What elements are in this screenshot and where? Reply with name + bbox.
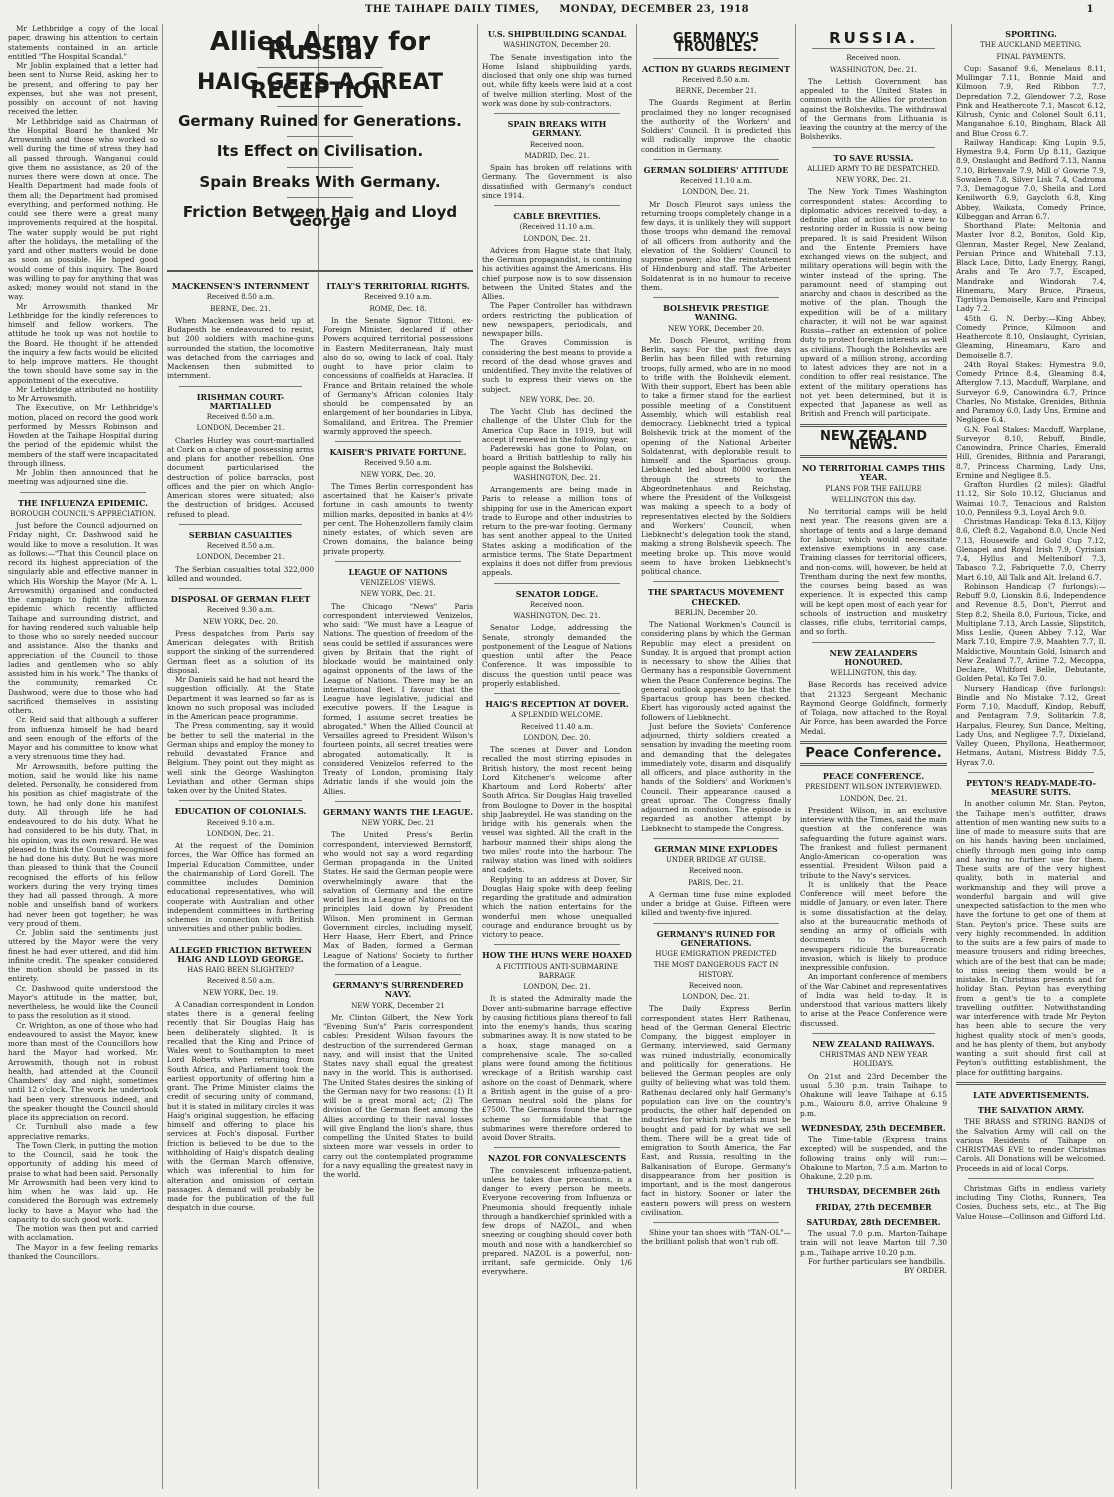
paragraph: The Town Clerk, in putting the motion to the Council, said he took the opportunity of adding his meed of praise to what had been said. Personally Mr Arrowsmith had been very kind to him when he was laid up. He considered the Borough was extremely lucky to have a Mayor who had the capacity to do such good work. bbox=[8, 1140, 158, 1224]
masthead-title: THE TAIHAPE DAILY TIMES, bbox=[364, 4, 540, 15]
paragraph: Mr Lethbridge attributed no hostility to Mr Arrowsmith. bbox=[8, 384, 158, 403]
paragraph: THE BRASS and STRING BANDS of the Salvation Army will call on the various Residents of Taihape on CHRISTMAS EVE to render Christmas Carols. All Donations will be welcomed. Proceeds in aid of local Corps. bbox=[956, 1117, 1106, 1173]
column-3 bbox=[323, 276, 473, 1489]
divider bbox=[653, 923, 779, 924]
paragraph: A Canadian correspondent in London states there is a general feeling recently that Sir Douglas Haig has been deliberately slighted. It is recalled that the King and Prince of Wales went to Southampton to meet Lord Roberts when returning from South Africa, and Parliament took the earliest opportunity of offering him a grant. The Prime Minister claims the credit of securing unity of command, but it is stated in military circles it was Haig's original suggestion, he effacing himself and offering to place his services at Foch's disposal. Further friction is believed to be due to the withholding of Haig's dispatch dealing with the German March offensive, which was inferential to him for alteration and omission of certain passages. A demand will probably be made for the publication of the full despatch in due course. bbox=[167, 999, 314, 1213]
divider bbox=[812, 642, 935, 643]
headline: ACTION BY GUARDS REGIMENT bbox=[642, 63, 790, 74]
paragraph: For further particulars see handbills. bbox=[808, 1256, 946, 1266]
paragraph: Robinson Handicap (7 furlongs):—Rebuff 9.0, Lionskin 8.6, Independence and Revenue 8.5, Don't, Pierrot and Step 8.2, Sheila 8.0, Furious, Ticke, and Multiplane 7.13, Arch Lassie, Slipstitch, Miss Leslie, Queen Abbey 7.12, War Mark 7.10, Empire 7.9, Maahten 7.7, Il. Maldictive, Mountain Gold, Isinarch and New Zealand 7.7, Ariine 7.2, Mecoppa, Declare, Whitford Belle, Debutante, Golden Petal, Ko Tei 7.0. bbox=[956, 581, 1106, 684]
headline: MACKENSEN'S INTERNMENT bbox=[171, 281, 310, 291]
received-time: Received noon. bbox=[529, 140, 585, 149]
received-time: Received noon. bbox=[688, 981, 744, 990]
page-number: 1 bbox=[1086, 4, 1094, 15]
subhead: A SPLENDID WELCOME. bbox=[511, 711, 603, 720]
dateline: NEW YORK, Dec. 21. bbox=[835, 176, 912, 184]
divider bbox=[494, 205, 620, 206]
column-rule bbox=[636, 24, 637, 1489]
paragraph: G.N. Foal Stakes: Macduff, Warplane, Surveyor 8.10, Rebuff, Bindle, Canowindra, Prince Charles, Emerald Hill, Grenides, Bithnia and Pararangi, 8.7, Princess Charming, Lady Uns, Ermine and Negligee 8.5. bbox=[956, 424, 1106, 480]
divider bbox=[335, 974, 461, 975]
divider bbox=[968, 1178, 1094, 1179]
headline: SPAIN BREAKS WITH GERMANY. bbox=[507, 119, 607, 139]
deck-headline-2: Its Effect on Civilisation. bbox=[216, 142, 424, 161]
dateline: NEW YORK, Dec. 20. bbox=[202, 617, 279, 626]
subhead: PRESIDENT WILSON INTERVIEWED. bbox=[805, 783, 942, 792]
divider bbox=[812, 1033, 935, 1034]
divider bbox=[179, 386, 302, 387]
paragraph: Mr. Clinton Gilbert, the New York "Evening Sun's" Paris correspondent cables: President Wilson favours the destruction of the surrendered German navy, and will insist that the United States navy shall equal the greatest navy in the world. This is authorised. The United States desires the sinking of the German navy for two reasons: (1) It will be a great moral act; (2) The division of the German fleet among the Allies according to their naval losses will give England the lion's share, thus compelling the United States to build sixteen more war vessels in order to carry out the contemplated programme for a navy equalling the greatest navy in the world. bbox=[323, 1012, 473, 1179]
paragraph: The Lettish Government has appealed to the United States in common with the Allies for protection against the Bolsheviks. The withdrawal of the Germans from Lithuania is leaving the country at the mercy of the Bolsheviks. bbox=[800, 76, 947, 142]
paragraph: Mr Dosch Fleurot says unless the returning troops completely change in a few days, it is unlikely they will support those troops who demand the removal of all officers from authority and the elevation of the Soldiers' Council to supreme power; also the reinstatement of Hindenburg and staff. The Arbeiter Soldatenrat is in no humour to receive them. bbox=[641, 199, 791, 292]
paragraph: The Senate investigation into the Home Island shipbuilding yards, disclosed that only one ship was turned out, while fifty keels were laid at a cost of twelve million sterling. Most of the work was done by sub-contractors. bbox=[482, 52, 632, 108]
main-headline: Allied Army for Russia. bbox=[209, 27, 431, 67]
headline: THE SALVATION ARMY. bbox=[977, 1105, 1085, 1115]
received-time: Received 11.10 a.m. bbox=[679, 177, 753, 185]
subhead: HAS HAIG BEEN SLIGHTED? bbox=[187, 966, 294, 974]
dateline: LONDON, Dec. 20. bbox=[523, 733, 591, 742]
banner-germany: GERMANY'S TROUBLES. bbox=[672, 31, 760, 56]
dateline: ROME, Dec. 18. bbox=[369, 304, 427, 313]
received-time: Received 8.50 a.m. bbox=[206, 413, 275, 421]
dateline: MADRID, Dec. 21. bbox=[524, 151, 590, 160]
column-6 bbox=[800, 24, 947, 1489]
paragraph: The Guards Regiment at Berlin proclaimed they no longer recognised the authority of the Workers' and Soldiers' Council. It is predicted this will radically improve the chaotic condition in Germany. bbox=[641, 98, 791, 154]
paragraph: Senator Lodge, addressing the Senate, strongly demanded the postponement of the League of Nations question until after the Peace Conference. It was impossible to discuss the question until peace was properly established. bbox=[482, 623, 632, 688]
banner-nz-news: NEW ZEALAND NEWS. bbox=[819, 428, 927, 453]
schedule-day: SATURDAY, 28th DECEMBER. bbox=[806, 1216, 941, 1227]
deck-headline-1: Germany Ruined for Generations. bbox=[178, 112, 462, 130]
received-time: Received 11.40 a.m. bbox=[520, 722, 594, 731]
received-time: Received 9.30 a.m. bbox=[206, 606, 275, 615]
subhead: UNDER BRIDGE AT GUISE. bbox=[666, 856, 766, 864]
headline: NO TERRITORIAL CAMPS THIS YEAR. bbox=[801, 463, 946, 483]
headline: BOLSHEVIK PRESTIGE WANING. bbox=[663, 303, 769, 323]
column-7 bbox=[956, 24, 1106, 1489]
headline-influenza: THE INFLUENZA EPIDEMIC. bbox=[17, 497, 149, 508]
subhead: PLANS FOR THE FAILURE bbox=[825, 484, 922, 493]
dateline: NEW YORK, December 21 bbox=[351, 1001, 445, 1010]
dateline: WASHINGTON, Dec. 21. bbox=[829, 65, 918, 74]
paragraph: Charles Hurley was court-martialled at Cork on a charge of possessing arms and plans for another rebellion. One document particularised the destruction of police barracks, post offices and the pier on which Anglo-American stores were situated; also the destruction of bridges. Accused refused to plead. bbox=[167, 435, 314, 519]
column-rule bbox=[795, 24, 796, 1489]
divider bbox=[653, 1222, 779, 1223]
paragraph: In the Senate Signor Tittoni, ex-Foreign Minister, declared if other Powers acquired territorial possessions in Eastern Mediterranean, Italy must also do so, owing to lack of coal. Italy ought to have prior claim to concessions of coalfields at Haraclea. If France and Britain retained the whole of Germany's African colonies Italy should be compensated by an enlargement of her boundaries in Libya, Somaliland, and Eritrea. The Premier warmly approved the speech. bbox=[323, 315, 473, 436]
deck-headline-4: Friction Between Haig and Lloyd George bbox=[182, 202, 458, 230]
divider bbox=[968, 772, 1094, 773]
divider bbox=[494, 693, 620, 694]
dateline: LONDON, December 21. bbox=[196, 424, 285, 433]
paragraph: Mr Daniels said he had not heard the suggestion officially. At the State Department it was learned so far as is known no such proposal was included in the American peace programme. bbox=[167, 675, 314, 721]
banner-rule bbox=[167, 270, 473, 272]
dateline: NEW YORK, Dec. 21 bbox=[361, 819, 435, 827]
divider bbox=[494, 1147, 620, 1148]
dateline: NEW YORK, Dec. 20. bbox=[360, 470, 436, 479]
subhead: THE MOST DANGEROUS FACT IN HISTORY. bbox=[653, 961, 779, 979]
paragraph: Cr. Joblin said the sentiments just uttered by the Mayor were the very finest he had ever uttered, and did him infinite credit. The speaker considered the motion should be passed in its entirety. bbox=[8, 928, 158, 984]
dateline: PARIS, Dec. 21. bbox=[688, 878, 744, 887]
headline: ALLEGED FRICTION BETWEEN HAIG AND LLOYD GEORGE. bbox=[169, 944, 312, 964]
column-5 bbox=[641, 24, 791, 1489]
paragraph: The Yacht Club has declined the challenge of the Ulster Club for the America Cup Race in 1919, but will accept if renewed in the following year. bbox=[482, 407, 632, 444]
dateline: BERNE, Dec. 21. bbox=[210, 304, 271, 313]
paragraph: Paderewski has gone to Polan, on board a British battleship to rally his people against the Bolsheviki. bbox=[482, 444, 632, 472]
divider bbox=[335, 801, 461, 802]
paragraph: Cr. Wrighton, as one of those who had endeavoured to assist the Mayor, knew more than most of the Councillors how hard the Mayor had worked. Mr. Arrowsmith, though not in robust health, had attended at the Council Chambers' day and night, sometimes until 12 o'clock. The work he undertook had been very strenuous indeed, and the speaker thought the Council should place its appreciation on record. bbox=[8, 1020, 158, 1122]
paragraph: The Time-table (Express trains excepted) will be suspended, and the following trains only will run:— Ohakune to Marton, 7.5 a.m. Marton to Ohakune, 2.20 p.m. bbox=[800, 1135, 947, 1181]
paragraph: The Mayor in a few feeling remarks thanked the Councillors. bbox=[8, 1242, 158, 1261]
divider bbox=[277, 106, 363, 107]
received-time: Received noon. bbox=[688, 867, 744, 876]
paragraph: Mr Arrowsmith, before putting the motion, said he would like his name deleted. Personally, he considered from his position as chief magistrate of the town, he had only done his manifest duty. All through life he had endeavoured to do his duty. What he had considered to be his duty. That, in his opinion, was its own reward. He was pleased to think the Council recognised he had done his duty. But he was more than pleased to think that the Council recognised the efforts of his fellow workers during the very trying times they had all passed through. A more noble and unselfish band of workers had never been got together; he was very proud of them. bbox=[8, 761, 158, 928]
divider bbox=[287, 167, 353, 168]
subhead: CHRISTMAS AND NEW YEAR HOLIDAYS. bbox=[819, 1051, 928, 1069]
received-time: Received noon. bbox=[846, 54, 901, 63]
paragraph: Railway Handicap: King Lupin 9.5, Hymestra 9.4, Form Up 8.11, Gazique 8.9, Onslaught and Bedford 7.13, Nanna 7.10, Birkenvale 7.9, Mill o' Gowrie 7.9, Sowaleen 7.8, Silver Lisk 7.4, Cadroma 7.3, Demagogue 7.0, Sheila and Lord Kenilworth 6.9, Gaycloth 6.8, King Abbey, Waikata, Comedy Prince, Kilbeggan and Arran 6.7. bbox=[956, 137, 1106, 221]
divider bbox=[653, 838, 779, 839]
divider bbox=[494, 944, 620, 945]
headline: SERBIAN CASUALTIES bbox=[188, 529, 293, 540]
divider bbox=[179, 939, 302, 940]
received-time: (Received 11.10 a.m. bbox=[519, 223, 595, 232]
paragraph: Base Records has received advice that 21323 Sergeant Mechanic Raymond George Goldfinch, formerly of Tolaga, now attached to the Royal Air Force, has been awarded the Force Medal. bbox=[800, 680, 947, 736]
dateline: NEW YORK, December 20. bbox=[668, 324, 764, 333]
dateline: LONDON, Dec. 21. bbox=[682, 993, 750, 1001]
divider bbox=[335, 441, 461, 442]
headline: EDUCATION OF COLONIALS. bbox=[174, 806, 307, 817]
divider bbox=[653, 159, 779, 160]
paragraph: Mr Lethbridge said as Chairman of the Hospital Board he thanked Mr Arrowsmith and those who worked so well during the time of stress they had all passed through. Wanganui could give them no assistance, as 20 of the nurses there were down at once. The Health Department had made fools of them all; the Department had promised everything, and performed nothing. He could see there were a great many improvements required at the hospital. The water supply would be put right after the holidays, the metalling of the yard and other matters would be done as soon as possible. He hoped good would come of this inquiry. The Board was willing to pay for anything that was asked; money would not stand in the way. bbox=[8, 116, 158, 302]
dateline: NEW YORK, Dec. 20. bbox=[519, 395, 595, 404]
headline-sporting: SPORTING. bbox=[1005, 29, 1057, 39]
received-time: Received 8.50 a.m. bbox=[206, 977, 275, 986]
paragraph: On 21st and 23rd December the usual 5.30 p.m. train Taihape to Ohakune will leave Taihape at 6.15 p.m., Waiouru 8.0, arrive Ohakune 9 p.m. bbox=[800, 1071, 947, 1118]
masthead bbox=[0, 0, 1114, 20]
headline: TO SAVE RUSSIA. bbox=[833, 152, 914, 163]
masthead-date: MONDAY, DECEMBER 23, 1918 bbox=[559, 4, 750, 15]
dateline: NEW YORK, Dec. 21. bbox=[360, 590, 436, 599]
received-time: Received 8.50 a.m. bbox=[206, 542, 275, 550]
divider bbox=[800, 424, 947, 427]
headline: NEW ZEALAND RAILWAYS. bbox=[812, 1038, 935, 1049]
subhead-influenza: BOROUGH COUNCIL'S APPRECIATION. bbox=[10, 509, 156, 518]
by-order: BY ORDER. bbox=[904, 1266, 947, 1275]
headline: PEACE CONFERENCE. bbox=[822, 771, 925, 781]
banner-russia: RUSSIA. bbox=[829, 29, 918, 47]
headline: GERMAN SOLDIERS' ATTITUDE bbox=[643, 164, 789, 175]
dateline: LONDON, Dec. 21. bbox=[839, 794, 908, 803]
dateline: LONDON, December 21. bbox=[196, 553, 285, 562]
column-rule bbox=[162, 24, 163, 1489]
subhead: THE AUCKLAND MEETING. bbox=[980, 41, 1082, 50]
paragraph: The scenes at Dover and London recalled the most stirring episodes in British history, the most recent being Lord Kitchener's welcome after Khartoum and Lord Roberts' after South Africa. Sir Douglas Haig travelled from Boulogne to Dover in the hospital ship Jaabreydel. He was standing on the bridge with his generals when the vessel was sighted. All the craft in the harbour manned their ships along the two miles' route into the harbour. The railway station was lined with soldiers and cadets. bbox=[482, 745, 632, 875]
dateline: BERLIN, December 20. bbox=[674, 608, 758, 617]
paragraph: The New York Times Washington correspondent states: According to diplomatic advices received to-day, a definite plan of action will a view to restoring order in Russia is now being prepared. It is said President Wilson and the Entente Premiers have exchanged views on the subject, and military operations will begin with the winter instead of the spring. The paramount need of stamping out anarchy and chaos is described as the motive of the plan. Though the expedition will be of a military character, it will not be war against Russia—rather an extension of police duty to protect foreign interests as well as civilians. Though the Bolsheviks are upward of a million strong, according to latest advices they are not in a condition to offer real resistance. The extent of the military operations has not yet been determined, but it is expected that Japanese as well as British and French will participate. bbox=[800, 187, 947, 419]
advert-tanol: Shine your tan shoes with "TAN-OL"—the brilliant polish that won't rub off. bbox=[641, 1228, 791, 1247]
divider bbox=[653, 297, 779, 298]
schedule-day: WEDNESDAY, 25th DECEMBER. bbox=[801, 1122, 946, 1133]
dateline: LONDON, Dec. 21. bbox=[682, 188, 750, 197]
paragraph: Replying to an address at Dover, Sir Douglas Haig spoke with deep feeling regarding the gratitude and admiration which the nation entertains for the wonderful men whose unequalled courage and endurance brought us by victory to peace. bbox=[482, 874, 632, 939]
dateline: WASHINGTON, Dec. 21. bbox=[513, 473, 601, 482]
divider bbox=[20, 492, 146, 493]
schedule-day: THURSDAY, DECEMBER 26th bbox=[806, 1186, 941, 1197]
column-rule bbox=[477, 24, 478, 1489]
paragraph: Grafton Hurdles (2 miles): Gladful 11.12, Sir Solo 10.12, Glucianus and Waimai 10.7, Tenacious and Ralston 10.0, Penniless 9.3, Loyal Arch 9.0. bbox=[956, 480, 1106, 517]
divider bbox=[800, 763, 947, 766]
subhead: VENIZELOS' VIEWS. bbox=[360, 579, 436, 587]
headline: KAISER'S PRIVATE FORTUNE. bbox=[329, 447, 467, 457]
paragraph: It is unlikely that the Peace Conference will meet before the middle of January, or even later. There is some dissatisfaction at the delay, also at the bureaucratic methods of sending an army of officials with documents to Paris. French newspapers ridicule the bureaucratic invasion, which is likely to produce inexpressible confusion. bbox=[800, 879, 947, 972]
divider bbox=[956, 1082, 1106, 1085]
received-time: Received 8.50 a.m. bbox=[206, 293, 275, 302]
received-time: Received 8.50 a.m. bbox=[682, 75, 750, 84]
deck-headline-3: Spain Breaks With Germany. bbox=[199, 172, 441, 191]
headline: LEAGUE OF NATIONS bbox=[348, 566, 448, 577]
dateline: LONDON, Dec. 21. bbox=[523, 983, 591, 991]
paragraph: The convalescent influenza-patient, unless he takes due precautions, is a danger to every person he meets. Everyone recovering from Influenza or Pneumonia should frequently inhale through a handkerchief sprinkled with a few drops of NAZOL, and when sneezing or coughing should cover both mouth and nose with a handkerchief so prepared. NAZOL is a powerful, non-irritant, safe germicide. Only 1/6 everywhere. bbox=[482, 1165, 632, 1277]
paragraph: The Paper Controller has withdrawn orders restricting the publication of new newspapers, periodicals, and newspaper bills. bbox=[482, 301, 632, 338]
column-4 bbox=[482, 24, 632, 1489]
headline: THE SPARTACUS MOVEMENT CHECKED. bbox=[647, 587, 785, 607]
divider bbox=[179, 524, 302, 525]
paragraph: Christmas Handicap: Teka 8.13, Kiljoy 8.6, Cleft 8.2, Vagabond 8.0, Uncle Ned 7.13, Housewife and Gold Cup 7.12, Glenapel and Royal Irish 7.9, Cyrisian 7.4, Hyllus and Melteniborf 7.3, Tabasco 7.2, Fabriquette 7.0, Cherry Mart 6.10, All Talk and Alt. Ireland 6.7. bbox=[956, 517, 1106, 582]
divider bbox=[287, 136, 353, 137]
paragraph: An important conference of members of the War Cabinet and representatives of India was held to-day. It is understood that various matters likely to arise at the Peace Conference were discussed. bbox=[800, 972, 947, 1028]
paragraph: The Serbian casualties total 322,000 killed and wounded. bbox=[167, 564, 314, 583]
paragraph: In another column Mr. Stan. Peyton, the Taihape men's outfitter, draws attention of men wanting new suits to a line of made to measure suits that are on his hands having been unclaimed, chiefly through men going into camp and having no further use for them. These suits are of the very highest quality, both in material and workmanship and they will prove a wonderful bargain and will give unexpected satisfaction to the men who have the fortune to get one of them at Stan. Peyton's price. These suits are very highly recommended. In addition to the suits are a few pairs of made to measure trousers and riding breeches, which are of the best that can be made; to miss seeing them would be a mistake. In Christmas presents and for holiday Stan. Peyton has everything from a gent's tie to a complete travelling outfitter. Notwithstanding war interference with trade Mr Peyton has been able to secure the very highest quality stock of men's goods, and he has plenty of them, but anybody wanting a suit should first call at Peyton's outfitting establishment, the place for outfitting bargains. bbox=[956, 799, 1106, 1077]
paragraph: Advices from Hague state that Italy, the German propagandist, is continuing his activities against the Americans. His chief purpose now is to sow dissension between the United States and the Allies. bbox=[482, 245, 632, 301]
column-rule bbox=[951, 24, 952, 1489]
paragraph: Mr Joblin then announced that he meeting was adjourned sine die. bbox=[8, 468, 158, 487]
paragraph: A German time fuse mine exploded under a bridge at Guise. Fifteen were killed and twenty-five injured. bbox=[641, 889, 791, 918]
headline: GERMAN MINE EXPLODES bbox=[654, 843, 778, 854]
paragraph: Christmas Gifts in endless variety including Tiny Cloths, Runners, Tea Cosies, Duchess sets, etc., at The Big Value House—Collinson and Gifford Ltd. bbox=[956, 1183, 1106, 1221]
divider bbox=[812, 147, 935, 148]
paragraph: Cr. Turnbull also made a few appreciative remarks. bbox=[8, 1122, 158, 1141]
paragraph: Press despatches from Paris say American delegates with British support the sinking of the surrendered German fleet as a solution of its disposal. bbox=[167, 628, 314, 675]
paragraph: Mr Lethbridge a copy of the local paper, drawing his attention to certain statements contained in an article entitled "The Hospital Scandal." bbox=[8, 24, 158, 61]
paragraph: Spain has broken off relations with Germany. The Government is also dissatisfied with Germany's conduct since 1914. bbox=[482, 163, 632, 200]
divider bbox=[179, 800, 302, 801]
headline: GERMANY'S RUINED FOR GENERATIONS. bbox=[656, 928, 776, 948]
headline: SENATOR LODGE. bbox=[515, 588, 599, 599]
paragraph: The usual 7.0 p.m. Marton-Taihape train will not leave Marton till 7.30 p.m., Taihape arrive 10.20 p.m. bbox=[800, 1229, 947, 1257]
paragraph: Arrangements are being made in Paris to release a million tons of shipping for use in the American export trade to Europe and other industries to return to the pre-war footing. Germany has sent another appeal to the United States asking a modification of the armistice terms. The State Department explains it does not differ from previous appeals. bbox=[482, 485, 632, 578]
paragraph: Just before the Soviets' Conference adjourned, thirty soldiers created a sensation by invading the meeting room and demanding that the delegates immediately vote, disarm and disqualify all officers, and place authority in the hands of the Soldiers' and Workmen's Council. Their appearance caused a great uproar. The Congress finally adjourned in confusion. The episode is regarded as another attempt by Liebknecht to stampede the Congress. bbox=[641, 721, 791, 833]
paragraph: Cup: Sasanof 9.6, Menelaus 8.11, Mullingar 7.11, Bonnie Maid and Kilmoon 7.9, Red Ribbon 7.7, Depredation 7.2, Glendower 7.2, Rose Pink and Heathercote 7.1, Mascot 6.12, Kilrush, Cynic and Colonel Soult 6.11, Manganahoe 6.10, Bingham, Black All and Blue Cross 6.7. bbox=[956, 63, 1106, 138]
dateline: WELLINGTON, this day. bbox=[830, 669, 917, 677]
dateline: BERNE, December 21. bbox=[675, 87, 757, 95]
divider bbox=[257, 67, 383, 68]
headline: IRISHMAN COURT-MARTIALLED bbox=[196, 391, 285, 411]
divider bbox=[179, 588, 302, 589]
dateline: NEW YORK, Dec. 19. bbox=[202, 988, 279, 997]
headline: NAZOL FOR CONVALESCENTS bbox=[487, 1153, 627, 1164]
paragraph: Shorthand Plate: Meltonia and Master Ivor 8.2, Bonitos, Gold Kip, Glenran, Master Regel, New Zealand, Persian Prince and Whitehall 7.13, Black Lace, Ditto, Lady Energy, Rangi, Arabs and Te Aro 7.7, Escaped, Mandrake and Windorah 7.4, Hinemaru, Mary Bruce, Piraeus, Tigritiya Demoiselle, Karo and Principal Lady 7.2. bbox=[956, 221, 1106, 314]
paragraph: It is stated the Admiralty made the Dover anti-submarine barrage effective by causing fictitious plans thereof to fall into the enemy's hands, thus scaring submarines away. It is now stated to be a hoax, stage managed on a comprehensive scale. The so-called plans were found among the fictitious wreckage of a British warship cast ashore on the coast of Denmark, where a British agent in the guise of a pro-German neutral sold the plans for £7500. The Germans found the barrage scheme so formidable that the submarines were therefore ordered to avoid Dover Straits. bbox=[482, 994, 632, 1142]
schedule-day: FRIDAY, 27th DECEMBER bbox=[815, 1201, 932, 1212]
paragraph: At the request of the Dominion forces, the War Office has formed an Imperial Education Committee, under the chairmanship of Lord Gorell. The committee includes Dominion educational representatives, who will cooperate with Australian and other independent committees in furthering schemes in connection with British universities and other public bodies. bbox=[167, 841, 314, 934]
dateline: LONDON, Dec. 21. bbox=[206, 829, 275, 838]
paragraph: The Press commenting, say it would be better to sell the material in the German ships and employ the money to rebuild devastated France and Belgium. They point out they might as well sink the George Washington Leviathan and other German ships taken over by the United States. bbox=[167, 721, 314, 795]
dateline: LONDON, Dec. 21. bbox=[523, 234, 591, 243]
headline: GERMANY WANTS THE LEAGUE. bbox=[323, 806, 473, 817]
headline: PEYTON'S READY-MADE-TO-MEASURE SUITS. bbox=[966, 777, 1096, 797]
subhead: HUGE EMIGRATION PREDICTED bbox=[655, 950, 777, 958]
paragraph: The Daily Express Berlin correspondent states Herr Rathenau, head of the German General Electric Company, the biggest employer in Germany, interviewed, said Germany was ruined industrially, economically and politically for generations. He believed the German peoples are only guilty of believing what was told them. Rathenau declared only half Germany's population can live on the country's products, the other half depended on industries for which materials must be bought and paid for by what we sell them. There will be a great tide of emigration to South America, the Far East, and Russia, resulting in the Balkanisation of Europe. Germany's disappearance from her position is important, and is the most dangerous fact in history. Sooner or later the eastern powers will press on western civilisation. bbox=[641, 1004, 791, 1217]
divider bbox=[335, 561, 461, 562]
paragraph: Mr. Dosch Fleurot, writing from Berlin, says: For the past five days Berlin has been filled with returning troops, fully armed, who are in no mood to trifle with the Bolshevik element. With their support, Ebert has been able to take a firmer stand for the earliest possible meeting of a Constituent Assembly, which will establish real democracy. Liebknecht tried a typical Bolshevik trick at the moment of the opening of the National Arbeiter Soldatenrat, with deplorable result to himself and the Spartacus group. Liebknecht led about 8000 workmen through the streets to the Abgeordnetenhaus and Reichstag, where the President of the Volksgeist was making a speech to a body of representatives elected by the Soldiers and Workers' Council, when Liebknecht's delegation took the stand, making a strong Bolshevik speech. The meeting broke up. This move would seem to have broken Liebknecht's political chance. bbox=[641, 335, 791, 576]
paragraph: The National Workmen's Council is considering plans by which the German Republic may elect a president on Sunday. It is argued that prompt action is necessary to show the Allies that Germany has a responsible Government when the Peace Conference begins. The general outlook appears to be that the Spartacus group has been checked. Ebert has vigorously acted against the followers of Liebknecht. bbox=[641, 620, 791, 722]
paragraph: When Mackensen was held up at Budapesth he endeavoured to resist, but 200 soldiers with machine-guns surrounded the station, the locomotive was detached from the carriages and Mackensen then submitted to internment. bbox=[167, 315, 314, 381]
headline: HOW THE HUNS WERE HOAXED bbox=[482, 950, 632, 961]
paragraph: Nursery Handicap (five furlongs): Bindle and No Mistake 7.12, Great Form 7.10, Macduff, Kindop, Rebuff, and Pentagram 7.9, Solitarkin 7.8, Harpalus, Fleurey, Sun Dance, Melting, Lady Uns, and Negligee 7.7, Dixieland, Valley Queen, Phyllona, Heathermoor, Hetmans, Autani, Mistress Biddy 7.5, Hyrax 7.0. bbox=[956, 683, 1106, 767]
received-time: Received 9.10 a.m. bbox=[206, 818, 275, 827]
headline: ITALY'S TERRITORIAL RIGHTS. bbox=[326, 281, 470, 291]
paragraph: Cr. Dashwood quite understood the Mayor's attitude in the matter, but, nevertheless, he would like the Council to pass the resolution as it stood. bbox=[8, 983, 158, 1021]
divider bbox=[494, 583, 620, 584]
main-headline-2: HAIG GETS A GREAT RECEPTION bbox=[197, 69, 443, 104]
dateline: WELLINGTON this day. bbox=[831, 495, 916, 504]
lead-story-banner bbox=[167, 24, 473, 269]
divider bbox=[653, 581, 779, 582]
paragraph: The Chicago "News" Paris correspondent interviewed Venizelos, who said: "We must have a League of Nations. The question of freedom of the seas could be settled if assurances were given by Britain that the right of blockade would be maintained only against opponents of the laws of the League of Nations. There may be an international fleet. I favour that the League have legislative, judicial and executive powers. If the League is formed, I assume secret treaties be abrogated." When the Allied Council at Versailles agreed to President Wilson's fourteen points, all secret treaties were abrogated automatically. It is considered Venizelos referred to the Treaty of London, promising Italy Adriatic lands if she would join the Allies. bbox=[323, 601, 473, 796]
headline: CABLE BREVITIES. bbox=[513, 211, 601, 221]
paragraph: No territorial camps will be held next year. The reasons given are a shortage of tents and a large demand for labour, which would necessitate extensive exemptions in any case. Training classes for territorial officers, and non-coms. will, however, be held at Trentham during the next few months, the courses being based as was experience. It is expected this camp will be kept open most of each year for schools of instruction and musketry classes, rifle clubs, territorial camps, and so forth. bbox=[800, 507, 947, 637]
dateline: WASHINGTON, December 20. bbox=[503, 41, 611, 50]
paragraph: Cr. Reid said that although a sufferer from influenza himself he had heard and seen enough of the efforts of the Mayor and his committee to know what a very strenuous time they had. bbox=[8, 715, 158, 762]
received-time: Received noon. bbox=[529, 600, 585, 609]
divider bbox=[800, 455, 947, 458]
paragraph: The United Press's Berlin correspondent, interviewed Bernstorff, who would not say a word regarding German propaganda in the United States. He said the German people were overwhelmingly aware that the salvation of Germany and the entire world lies in a League of Nations on the principles laid down by President Wilson. Men prominent in German Government circles, including myself, Herr Haase, Herr Ebert, and Prince Max of Baden, formed a German League of Nations' Society to further the formation of a League. bbox=[323, 830, 473, 969]
column-1 bbox=[8, 24, 158, 1489]
headline: DISPOSAL OF GERMAN FLEET bbox=[170, 594, 311, 604]
paragraph: 24th Royal Stakes: Hymestra 9.0, Comedy Prince 8.4, Gleaming 8.4, Afterglow 7.13, Macduff, Warplane, and Surveyor 6.9, Canowindra 6.7, Prince Charles, No Mistake, Grenides, Bithnia and Paramoy 6.0, Lady Uns, Ermine and Negligee 6.4. bbox=[956, 359, 1106, 425]
divider bbox=[494, 113, 620, 114]
subhead: FINAL PAYMENTS. bbox=[996, 52, 1066, 61]
paragraph: 45th G. N. Derby:—King Abbey, Comedy Prince, Kilmoon and Heathercote 8.10, Onslaught, Cyrisian, Gleaming, Hineamaru, Karo and Demoiselle 8.7. bbox=[956, 313, 1106, 360]
banner-peace-conference: Peace Conference. bbox=[805, 745, 942, 761]
headline: HAIG'S RECEPTION AT DOVER. bbox=[485, 699, 629, 709]
headline: U.S. SHIPBUILDING SCANDAL bbox=[487, 29, 627, 39]
headline: LATE ADVERTISEMENTS. bbox=[972, 1089, 1090, 1100]
received-time: Received 9.50 a.m. bbox=[364, 459, 432, 468]
paragraph: Just before the Council adjourned on Friday night, Cr. Dashwood said he would like to move a resolution. It was as follows:—"That this Council place on record its highest appreciation of the singularly able and effective manner in which His Worship the Mayor (Mr A. L. Arrowsmith) organised and conducted the campaign to fight the influenza epidemic which recently afflicted Taihape and surrounding district, and for having rendered such valuable help to those who so sorely needed succour and assistance. Also the thanks and appreciation of the Council to those ladies and gentlemen who so ably assisted him in his work." The thanks of the community, remarked Cr. Dashwood, were due to those who had sacrificed themselves in assisting others. bbox=[8, 521, 158, 715]
column-2 bbox=[167, 276, 314, 1489]
paragraph: The Executive, on Mr Lethbridge's motion, placed on record the good work performed by Messrs Robinson and Howden at the Taihape Hospital during the period of the epidemic whilst the members of the staff were incapacitated through illness. bbox=[8, 403, 158, 468]
paragraph: Mr Joblin explained that a letter had been sent to Nurse Reid, asking her to be present, and offering to pay her expenses, but she was not present, possibly on account of not having received the letter. bbox=[8, 61, 158, 117]
divider bbox=[653, 58, 779, 59]
paragraph: The motion was then put and carried with acclamation. bbox=[8, 1224, 158, 1243]
subhead: A FICTITIOUS ANTI-SUBMARINE BARRAGE bbox=[495, 962, 619, 980]
paragraph: The Graves Commission is considering the best means to provide a record of the dead whose graves and unidentified. They invite the relatives of such to express their views on the subject. bbox=[482, 338, 632, 394]
paragraph: The Times Berlin correspondent has ascertained that he Kaiser's private fortune in cash amounts to twenty million marks, deposited in banks at 4½ per cent. The Hohenzollern family claim ninety estates, of which seven are Crown domains, the balance being private property. bbox=[323, 481, 473, 556]
divider bbox=[287, 197, 353, 198]
received-time: Received 9.10 a.m. bbox=[364, 293, 432, 302]
dateline: WASHINGTON, Dec. 21. bbox=[513, 612, 601, 620]
divider bbox=[812, 48, 935, 49]
headline: NEW ZEALANDERS HONOURED. bbox=[829, 647, 918, 667]
divider bbox=[800, 741, 947, 744]
paragraph: President Wilson, in an exclusive interview with the Times, said the main question at the conference was safeguarding the future against wars. The frankest and fullest permanent Anglo-American co-operation was essential. President Wilson paid a tribute to the Navy's services. bbox=[800, 805, 947, 880]
paragraph: Mr Arrowsmith thanked Mr Lethbridge for the kindly references to himself and fellow workers. The attitude he took up was not hostile to the Board. He thought if he attended the inquiry a few facts would be elicited to help improve matters. He thought the town should have some say in the appointment of the executive. bbox=[8, 301, 158, 385]
subhead: ALLIED ARMY TO BE DESPATCHED. bbox=[807, 164, 940, 173]
headline: GERMANY'S SURRENDERED NAVY. bbox=[332, 980, 464, 1000]
